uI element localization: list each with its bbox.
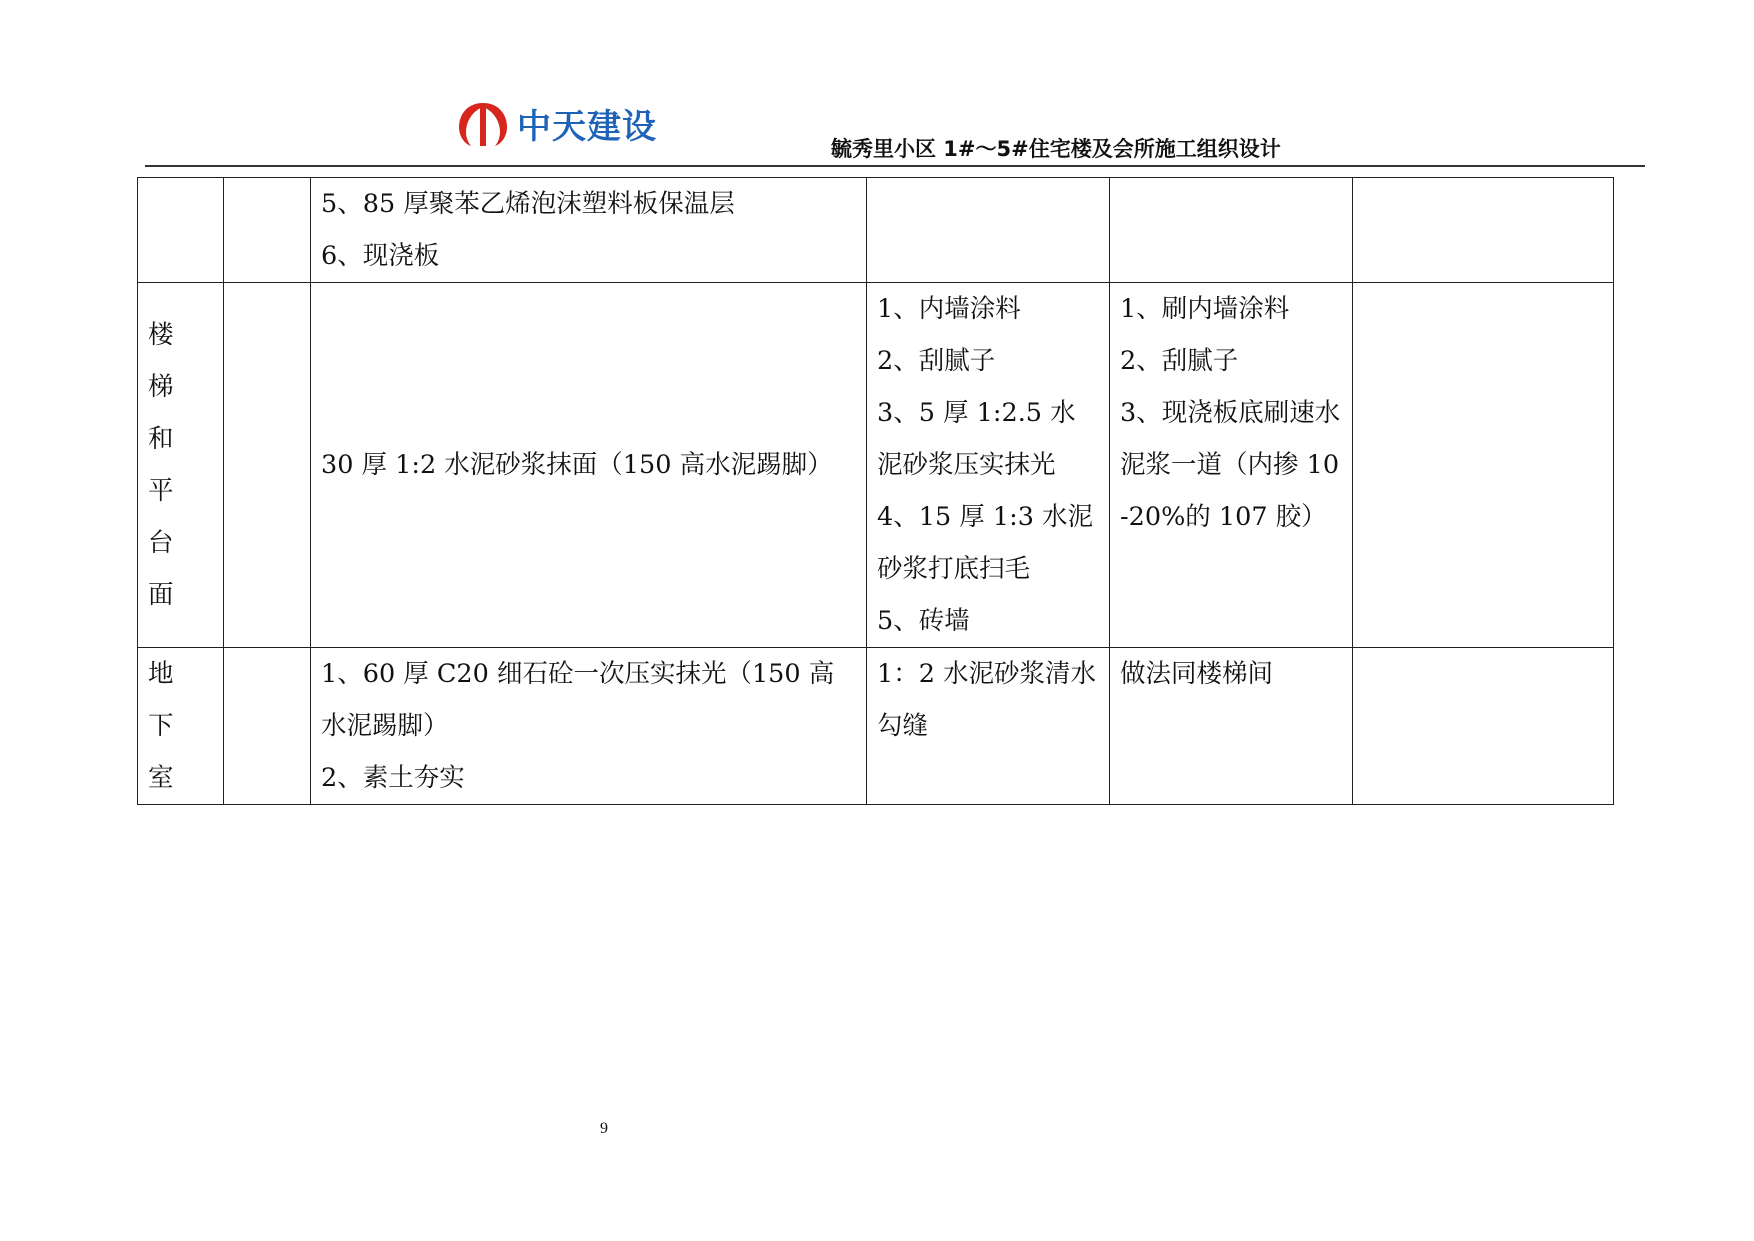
floor-spec-cell [311,648,867,805]
wall-spec-cell [867,178,1110,283]
category-cell [138,283,224,648]
cell-text: 2、刮腻子 [1120,346,1239,376]
category-cell [138,648,224,805]
company-logo [457,99,657,148]
cell-text: 楼梯和平台面 [148,320,184,610]
ceiling-spec-cell [1110,283,1353,648]
cell-text: 做法同楼梯间 [1120,659,1274,689]
cell-text: 地下室 [148,659,184,793]
zhongtian-logo-icon [457,101,509,147]
wall-spec-cell [867,283,1110,648]
remark-cell [1353,648,1614,805]
category-cell [138,178,224,283]
floor-spec-cell [311,283,867,648]
remark-cell [1353,178,1614,283]
cell-text: 5、砖墙 [877,606,970,636]
table-row [138,648,1614,805]
remark-cell [1353,283,1614,648]
blank-cell [224,178,311,283]
floor-spec-cell [311,178,867,283]
cell-text: 6、现浇板 [321,241,440,271]
finishes-table [137,177,1614,805]
cell-text: 3、现浇板底刷速水泥浆一道（内掺 10-20%的 107 胶） [1120,398,1341,532]
ceiling-spec-cell [1110,178,1353,283]
table-row [138,178,1614,283]
cell-text: 1、内墙涂料 [877,294,1021,324]
cell-text: 5、85 厚聚苯乙烯泡沫塑料板保温层 [321,189,735,219]
table-row [138,283,1614,648]
ceiling-spec-cell [1110,648,1353,805]
blank-cell [224,283,311,648]
document-title: 毓秀里小区 1#～5#住宅楼及会所施工组织设计 [831,137,1281,161]
cell-text: 1、60 厚 C20 细石砼一次压实抹光（150 高水泥踢脚） [321,659,835,741]
blank-cell [224,648,311,805]
header-divider [145,165,1645,167]
cell-text: 2、素土夯实 [321,763,465,793]
cell-text: 4、15 厚 1:3 水泥砂浆打底扫毛 [877,502,1094,584]
cell-text: 2、刮腻子 [877,346,996,376]
page-number: 9 [600,1120,608,1137]
company-name: 中天建设 [517,107,657,147]
cell-text: 1、刷内墙涂料 [1120,294,1290,324]
page-header [145,95,1645,167]
cell-text: 1：2 水泥砂浆清水勾缝 [877,659,1097,741]
cell-text: 3、5 厚 1:2.5 水泥砂浆压实抹光 [877,398,1076,480]
cell-text: 30 厚 1:2 水泥砂浆抹面（150 高水泥踢脚） [321,450,833,480]
wall-spec-cell [867,648,1110,805]
